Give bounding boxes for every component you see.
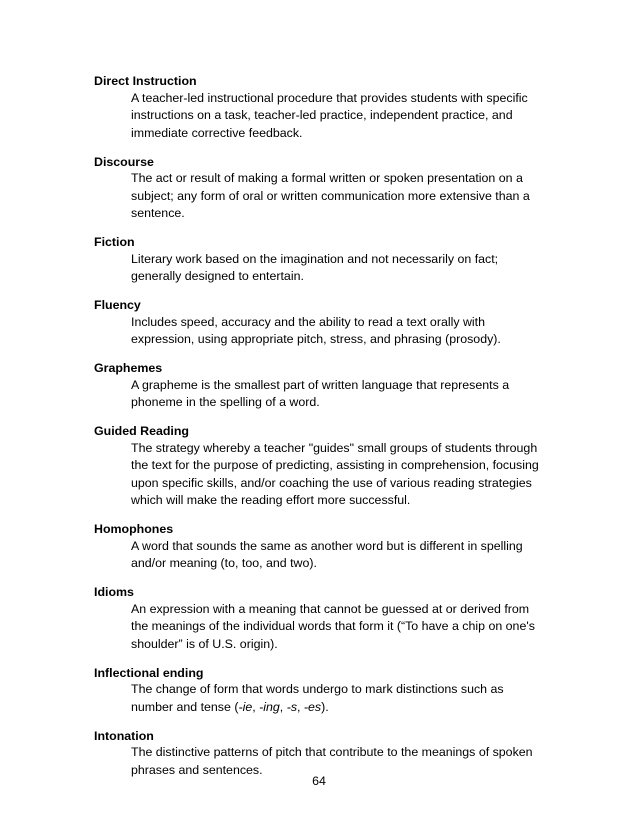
glossary-entry bbox=[94, 585, 554, 653]
definition-line: A word that sounds the same as another word but is different in spelling bbox=[131, 538, 523, 553]
glossary-entry bbox=[94, 729, 554, 780]
definition-line: the text for the purpose of predicting, assisting in comprehension, focusing bbox=[131, 458, 539, 472]
definition-line: The act or result of making a formal written or spoken presentation on a bbox=[131, 171, 523, 185]
glossary-definition bbox=[131, 538, 554, 573]
definition-line: subject; any form of oral or written communication more extensive than a bbox=[131, 188, 530, 203]
glossary-definition bbox=[131, 601, 554, 654]
definition-line: the meanings of the individual words that form it (“To have a chip on one's bbox=[131, 619, 535, 633]
suffix-example: -es bbox=[303, 699, 322, 714]
definition-line: sentence. bbox=[131, 206, 185, 220]
glossary-entry bbox=[94, 74, 554, 142]
glossary-list bbox=[94, 74, 554, 792]
separator: , bbox=[279, 699, 287, 714]
definition-line: An expression with a meaning that cannot be guessed at or derived from bbox=[131, 601, 530, 616]
definition-line: A grapheme is the smallest part of written language that represents a bbox=[131, 377, 510, 392]
glossary-definition bbox=[131, 440, 554, 510]
suffix-example: -s bbox=[286, 699, 298, 714]
glossary-term: Fluency bbox=[94, 298, 141, 312]
glossary-entry bbox=[94, 522, 554, 573]
definition-text: number and tense ( bbox=[131, 699, 239, 714]
definition-text: ). bbox=[321, 699, 329, 714]
glossary-entry bbox=[94, 235, 554, 286]
glossary-definition bbox=[131, 90, 554, 143]
definition-line: upon specific skills, and/or coaching the use of various reading strategies bbox=[131, 475, 532, 490]
glossary-term: Guided Reading bbox=[94, 424, 189, 438]
definition-line: The change of form that words undergo to mark distinctions such as bbox=[131, 682, 504, 696]
suffix-example: -ing bbox=[259, 699, 280, 714]
glossary-term: Idioms bbox=[94, 585, 134, 599]
definition-line: The strategy whereby a teacher "guides" small groups of students through bbox=[131, 440, 538, 455]
glossary-definition bbox=[131, 314, 554, 349]
separator: , bbox=[252, 699, 260, 714]
glossary-definition bbox=[131, 251, 554, 286]
definition-line: instructions on a task, teacher-led practice, independent practice, and bbox=[131, 108, 513, 122]
glossary-term: Graphemes bbox=[94, 361, 163, 375]
glossary-entry bbox=[94, 424, 554, 510]
definition-line: The distinctive patterns of pitch that contribute to the meanings of spoken bbox=[131, 745, 533, 759]
definition-line: and/or meaning (to, too, and two). bbox=[131, 556, 317, 570]
glossary-term: Discourse bbox=[94, 154, 154, 169]
glossary-term: Inflectional ending bbox=[94, 665, 204, 680]
glossary-definition bbox=[131, 377, 554, 412]
separator: , bbox=[297, 699, 304, 714]
glossary-entry bbox=[94, 666, 554, 717]
suffix-example: -ie bbox=[238, 699, 253, 714]
definition-line: phrases and sentences. bbox=[131, 762, 263, 777]
definition-line: shoulder” is of U.S. origin). bbox=[131, 636, 278, 651]
glossary-definition bbox=[131, 170, 554, 223]
definition-line: phoneme in the spelling of a word. bbox=[131, 395, 320, 409]
definition-line: which will make the reading effort more successful. bbox=[131, 493, 411, 507]
definition-line: A teacher-led instructional procedure that provides students with specific bbox=[131, 90, 528, 105]
glossary-entry bbox=[94, 155, 554, 223]
page-number: 64 bbox=[312, 774, 326, 788]
definition-line: immediate corrective feedback. bbox=[131, 125, 303, 140]
definition-line: expression, using appropriate pitch, stress, and phrasing (prosody). bbox=[131, 332, 501, 346]
glossary-entry bbox=[94, 298, 554, 349]
glossary-term: Direct Instruction bbox=[94, 74, 197, 88]
glossary-entry bbox=[94, 361, 554, 412]
definition-line bbox=[131, 699, 554, 717]
glossary-definition bbox=[131, 681, 554, 716]
definition-line: Literary work based on the imagination and not necessarily on fact; bbox=[131, 251, 499, 266]
glossary-term: Fiction bbox=[94, 235, 135, 249]
definition-line: Includes speed, accuracy and the ability to read a text orally with bbox=[131, 314, 486, 329]
glossary-term: Homophones bbox=[94, 522, 174, 536]
definition-line: generally designed to entertain. bbox=[131, 269, 304, 283]
glossary-term: Intonation bbox=[94, 728, 154, 743]
